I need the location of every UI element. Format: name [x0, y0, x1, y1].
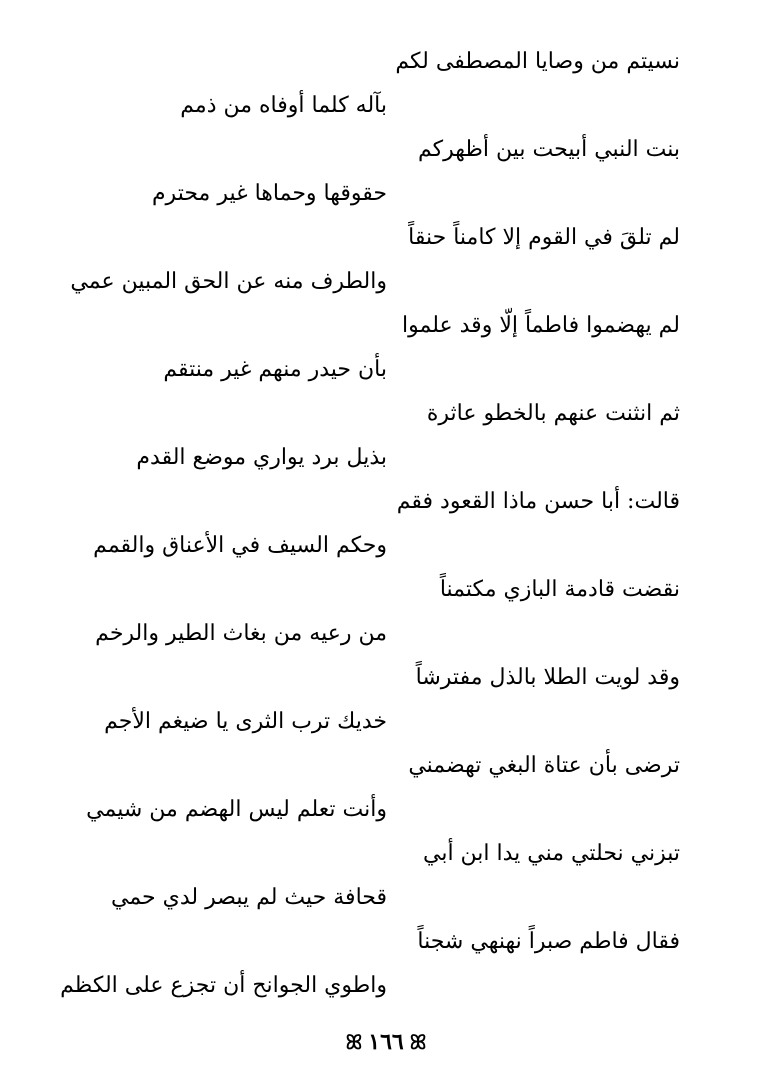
page-number-footer [0, 1022, 772, 1062]
hemistich-text: قالت: أبا حسن ماذا القعود فقم [396, 489, 680, 514]
page-number: ١٦٦ [368, 1029, 404, 1055]
hemistich-text: حقوقها وحماها غير محترم [151, 181, 387, 206]
verse-2-first-hemistich [0, 128, 772, 172]
hemistich-text: ثم انثنت عنهم بالخطو عاثرة [426, 401, 680, 426]
verse-1-first-hemistich [0, 40, 772, 84]
verse-2-second-hemistich [0, 172, 772, 216]
hemistich-text: بآله كلما أوفاه من ذمم [180, 93, 387, 118]
ornament-left-icon: ꕤ [345, 1030, 363, 1054]
verse-1-second-hemistich [0, 84, 772, 128]
hemistich-text: قحافة حيث لم يبصر لدي حمي [111, 885, 387, 910]
hemistich-text: من رعيه من بغاث الطير والرخم [95, 621, 387, 646]
hemistich-text: نسيتم من وصايا المصطفى لكم [395, 49, 680, 74]
hemistich-text: والطرف منه عن الحق المبين عمي [70, 269, 387, 294]
verse-11-second-hemistich [0, 964, 772, 1008]
hemistich-text: وأنت تعلم ليس الهضم من شيمي [86, 797, 387, 822]
hemistich-text: لم تلقَ في القوم إلا كامناً حنقاً [408, 225, 680, 250]
verse-9-first-hemistich [0, 744, 772, 788]
verse-5-second-hemistich [0, 436, 772, 480]
hemistich-text: وقد لويت الطلا بالذل مفترشاً [415, 665, 680, 690]
verse-8-first-hemistich [0, 656, 772, 700]
verse-3-first-hemistich [0, 216, 772, 260]
verse-6-second-hemistich [0, 524, 772, 568]
verse-6-first-hemistich [0, 480, 772, 524]
verse-4-first-hemistich [0, 304, 772, 348]
hemistich-text: واطوي الجوانح أن تجزع على الكظم [60, 973, 387, 998]
verse-7-first-hemistich [0, 568, 772, 612]
verse-7-second-hemistich [0, 612, 772, 656]
verse-3-second-hemistich [0, 260, 772, 304]
hemistich-text: لم يهضموا فاطماً إلّا وقد علموا [402, 313, 680, 338]
hemistich-text: ترضى بأن عتاة البغي تهضمني [408, 753, 680, 778]
verse-10-second-hemistich [0, 876, 772, 920]
verse-9-second-hemistich [0, 788, 772, 832]
verse-8-second-hemistich [0, 700, 772, 744]
hemistich-text: بأن حيدر منهم غير منتقم [163, 357, 387, 382]
hemistich-text: نقضت قادمة البازي مكتمناً [439, 577, 680, 602]
verse-4-second-hemistich [0, 348, 772, 392]
hemistich-text: خديك ترب الثرى يا ضيغم الأجم [104, 709, 387, 734]
verse-11-first-hemistich [0, 920, 772, 964]
hemistich-text: وحكم السيف في الأعناق والقمم [93, 533, 387, 558]
hemistich-text: تبزني نحلتي مني يدا ابن أبي [422, 841, 680, 866]
poem-verses [0, 40, 772, 1008]
verse-10-first-hemistich [0, 832, 772, 876]
verse-5-first-hemistich [0, 392, 772, 436]
hemistich-text: بذيل برد يواري موضع القدم [136, 445, 387, 470]
hemistich-text: فقال فاطم صبراً نهنهي شجناً [417, 929, 680, 954]
hemistich-text: بنت النبي أبيحت بين أظهركم [418, 137, 680, 162]
ornament-right-icon: ꕤ [409, 1030, 427, 1054]
